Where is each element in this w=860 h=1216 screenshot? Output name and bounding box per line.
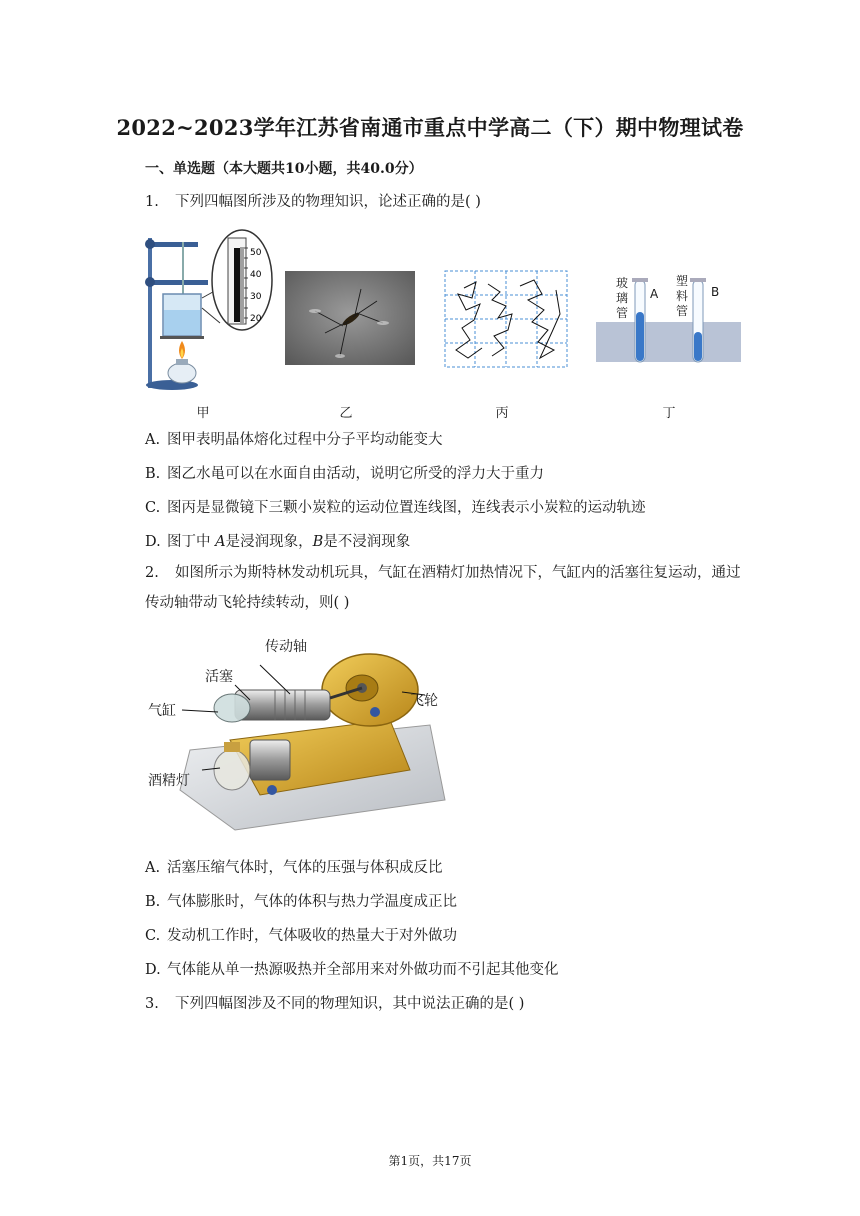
q1-option-b[interactable] [145, 462, 544, 483]
tube-label-left: 玻璃管 [616, 276, 629, 320]
question-stem: 下列四幅图涉及不同的物理知识，其中说法正确的是( ) [175, 996, 525, 1012]
option-label: D. [145, 534, 161, 550]
tick-label-30: 30 [250, 292, 262, 302]
tube-letter-a: A [650, 287, 659, 301]
tick-label-20: 20 [250, 314, 262, 324]
caption-bing: 丙 [495, 406, 509, 421]
q1-option-d[interactable] [145, 530, 410, 551]
option-text: 图乙水黾可以在水面自由活动，说明它所受的浮力大于重力 [167, 466, 544, 482]
figure-stirling-engine [140, 630, 450, 835]
question-stem: 如图所示为斯特林发动机玩具，气缸在酒精灯加热情况下，气缸内的活塞往复运动，通过传动轴带动飞轮持续转动，则( ) [145, 565, 741, 611]
variable-b: B [312, 534, 324, 550]
option-text: 气体膨胀时，气体的体积与热力学温度成正比 [167, 894, 457, 910]
tube-label-right: 塑料管 [676, 274, 689, 318]
caption-ding: 丁 [662, 406, 676, 421]
option-text: 气体能从单一热源吸热并全部用来对外做功而不引起其他变化 [167, 962, 559, 978]
q2-option-d[interactable] [145, 958, 559, 979]
label-piston: 活塞 [205, 669, 233, 685]
question-1 [145, 190, 481, 211]
option-text-part: 图丁中 [167, 534, 211, 550]
page-footer: 第1页，共17页 [388, 1154, 472, 1168]
q1-option-c[interactable] [145, 496, 646, 517]
option-label: C. [145, 928, 161, 944]
q1-option-a[interactable] [145, 428, 443, 449]
label-lamp: 酒精灯 [148, 773, 190, 789]
figure-bing [444, 270, 568, 368]
page-title: 2022~2023学年江苏省南通市重点中学高二（下）期中物理试卷 [116, 115, 744, 140]
option-label: B. [145, 894, 161, 910]
option-text: 图甲表明晶体熔化过程中分子平均动能变大 [167, 432, 443, 448]
figure-jia [140, 228, 280, 393]
option-text: 活塞压缩气体时，气体的压强与体积成反比 [167, 860, 443, 876]
label-axle: 传动轴 [265, 639, 307, 655]
question-stem: 下列四幅图所涉及的物理知识，论述正确的是( ) [175, 194, 481, 210]
caption-yi: 乙 [339, 406, 353, 421]
option-label: A. [145, 432, 161, 448]
option-text: 图丙是显微镜下三颗小炭粒的运动位置连线图，连线表示小炭粒的运动轨迹 [167, 500, 646, 516]
label-flywheel: 飞轮 [410, 693, 438, 709]
option-label: B. [145, 466, 161, 482]
question-number: 1. [145, 194, 159, 210]
option-text: 发动机工作时，气体吸收的热量大于对外做功 [167, 928, 457, 944]
question-2 [145, 558, 745, 618]
option-label: C. [145, 500, 161, 516]
variable-a: A [215, 534, 226, 550]
figure-yi [285, 271, 415, 365]
question-number: 2. [145, 565, 159, 581]
question-number: 3. [145, 996, 159, 1012]
section-heading: 一、单选题（本大题共10小题，共40.0分） [145, 161, 423, 177]
tick-label-50: 50 [250, 248, 262, 258]
caption-jia: 甲 [196, 406, 210, 421]
q2-option-c[interactable] [145, 924, 457, 945]
question-3 [145, 992, 524, 1013]
option-text-part: 是浸润现象， [225, 534, 313, 550]
label-cylinder: 气缸 [148, 703, 176, 719]
q2-option-a[interactable] [145, 856, 443, 877]
option-label: D. [145, 962, 161, 978]
tick-label-40: 40 [250, 270, 262, 280]
option-label: A. [145, 860, 161, 876]
tube-letter-b: B [711, 285, 720, 299]
q2-option-b[interactable] [145, 890, 457, 911]
option-text-part: 是不浸润现象 [323, 534, 411, 550]
